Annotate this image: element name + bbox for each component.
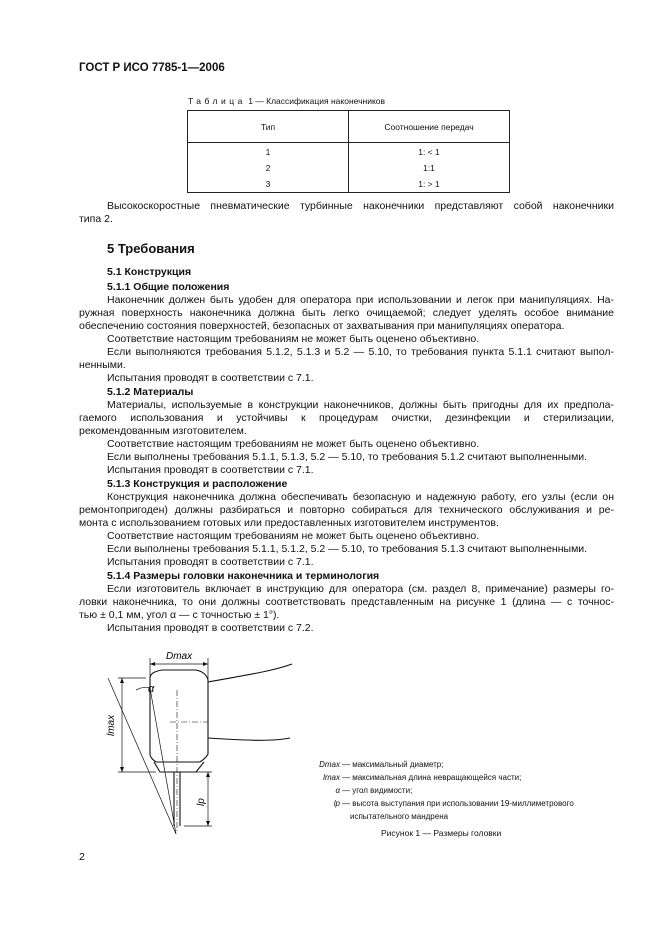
text-line: Испытания проводят в соответствии с 7.2.: [107, 622, 314, 634]
text-line: обеспечению состояния поверхностей, безопасных от захватывания при манипуляциях оператора.: [79, 320, 565, 332]
section-title: 5 Требования: [107, 241, 195, 256]
lp-label: lp: [196, 798, 207, 806]
legend-item: [300, 797, 602, 810]
intro-line: Высокоскоростные пневматические турбинные наконечники представляют собой наконечники: [107, 200, 614, 212]
legend-symbol: lp: [333, 799, 340, 808]
table-row: [188, 160, 510, 176]
text-line: Если выполняются требования 5.1.2, 5.1.3 и 5.2 — 5.10, то требования пункта 5.1.1 считают выпол-: [107, 346, 614, 358]
text-line: гаемого использования и устойчивы к процедурам очистки, дезинфекции и стерилизации,: [79, 412, 614, 424]
legend-text: — высота выступания при использовании 19-миллиметрового: [342, 799, 574, 808]
table-cell: 3: [188, 176, 349, 193]
text-line: Наконечник должен быть удобен для оператора при использовании и легок при манипуляциях. На-: [107, 294, 614, 306]
table-caption-text: 1 — Классификация наконечников: [245, 96, 386, 106]
table-row: [188, 143, 510, 161]
text-line: Конструкция наконечника должна обеспечивать безопасную и надежную работу, его узлы (если он: [107, 491, 614, 503]
table-cell: 1: [188, 143, 349, 161]
angle-line-outer: [108, 678, 176, 834]
intro-paragraph: [79, 200, 614, 226]
figure-legend: [300, 758, 602, 823]
text-line: Соответствие настоящим требованиям не может быть оценено объективно.: [107, 530, 480, 542]
table-header-ratio: Соотношение передач: [349, 111, 510, 143]
text-line: тью ± 0,1 мм, угол α — с точностью ± 1°).: [79, 609, 280, 621]
legend-continuation: испытательного мандрена: [350, 812, 449, 821]
text-line: Если выполнены требования 5.1.1, 5.1.3, 5.2 — 5.10, то требования 5.1.2 считают выполненными.: [107, 451, 588, 463]
subsection-title: 5.1.2 Материалы: [107, 386, 194, 398]
subsection-title: 5.1.4 Размеры головки наконечника и терминология: [107, 570, 380, 582]
table-cell: 1: > 1: [349, 176, 510, 193]
text-line: ремонтопригоден) должны разбираться и повторно собираться для технического обслуживания и ре-: [79, 504, 614, 516]
subsection-title: 5.1.3 Конструкция и расположение: [107, 478, 288, 490]
subsection-title: 5.1 Конструкция: [107, 266, 192, 278]
figure-caption: Рисунок 1 — Размеры головки: [381, 828, 502, 838]
legend-text: — максимальный диаметр;: [342, 760, 444, 769]
lmax-label: lmax: [106, 714, 117, 736]
text-line: монта с использованием готовых или предоставленных изготовителем инструментов.: [79, 517, 499, 529]
table-header-type: Тип: [188, 111, 349, 143]
table-cell: 1:1: [349, 160, 510, 176]
text-line: ловки наконечника, то они должны соответствовать представленным на рисунке 1 (длина — с точнос-: [79, 596, 614, 608]
cap-base: [154, 762, 204, 772]
text-line: Если выполнены требования 5.1.1, 5.1.2, 5.2 — 5.10, то требования 5.1.3 считают выполненными.: [107, 543, 588, 555]
head-body-outline: [150, 670, 208, 762]
standard-header: ГОСТ Р ИСО 7785-1—2006: [79, 62, 225, 74]
text-line: Испытания проводят в соответствии с 7.1.: [107, 372, 314, 384]
neck-upper-edge: [208, 664, 292, 682]
legend-item: [300, 758, 602, 771]
text-line: Соответствие настоящим требованиям не может быть оценено объективно.: [107, 438, 480, 450]
legend-text: — максимальная длина невращающейся части;: [342, 773, 522, 782]
dmax-label: Dmax: [166, 651, 193, 662]
table-cell: 2: [188, 160, 349, 176]
alpha-label: α: [148, 683, 155, 695]
page-number: 2: [79, 851, 85, 863]
legend-text: — угол видимости;: [342, 786, 413, 795]
text-line: Если изготовитель включает в инструкцию для оператора (см. раздел 8, примечание) размеры го-: [107, 583, 614, 595]
classification-table: [187, 110, 510, 193]
table-row: [188, 176, 510, 193]
text-line: ружная поверхность наконечника должна быть легко очищаемой; следует уделять особое внимание: [79, 307, 614, 319]
text-line: рекомендованным изготовителем.: [79, 425, 247, 437]
text-line: Испытания проводят в соответствии с 7.1.: [107, 556, 314, 568]
table-cell: 1: < 1: [349, 143, 510, 161]
legend-item: [300, 784, 602, 797]
handpiece-head-diagram: [100, 650, 300, 840]
legend-symbol: α: [335, 786, 340, 795]
table-caption-word: Таблица: [188, 96, 246, 106]
legend-symbol: lmax: [323, 773, 340, 782]
legend-item: [300, 771, 602, 784]
legend-symbol: Dmax: [319, 760, 340, 769]
table-caption: [188, 96, 385, 106]
subsection-title: 5.1.1 Общие положения: [107, 281, 230, 293]
neck-lower-edge: [208, 738, 290, 740]
text-line: Испытания проводят в соответствии с 7.1.: [107, 464, 314, 476]
section-body: [79, 266, 614, 635]
text-line: ненными.: [79, 359, 126, 371]
text-line: Материалы, используемые в конструкции наконечников, должны быть пригодны для их предпола-: [107, 399, 614, 411]
intro-line: типа 2.: [79, 213, 113, 225]
text-line: Соответствие настоящим требованиям не может быть оценено объективно.: [107, 333, 480, 345]
